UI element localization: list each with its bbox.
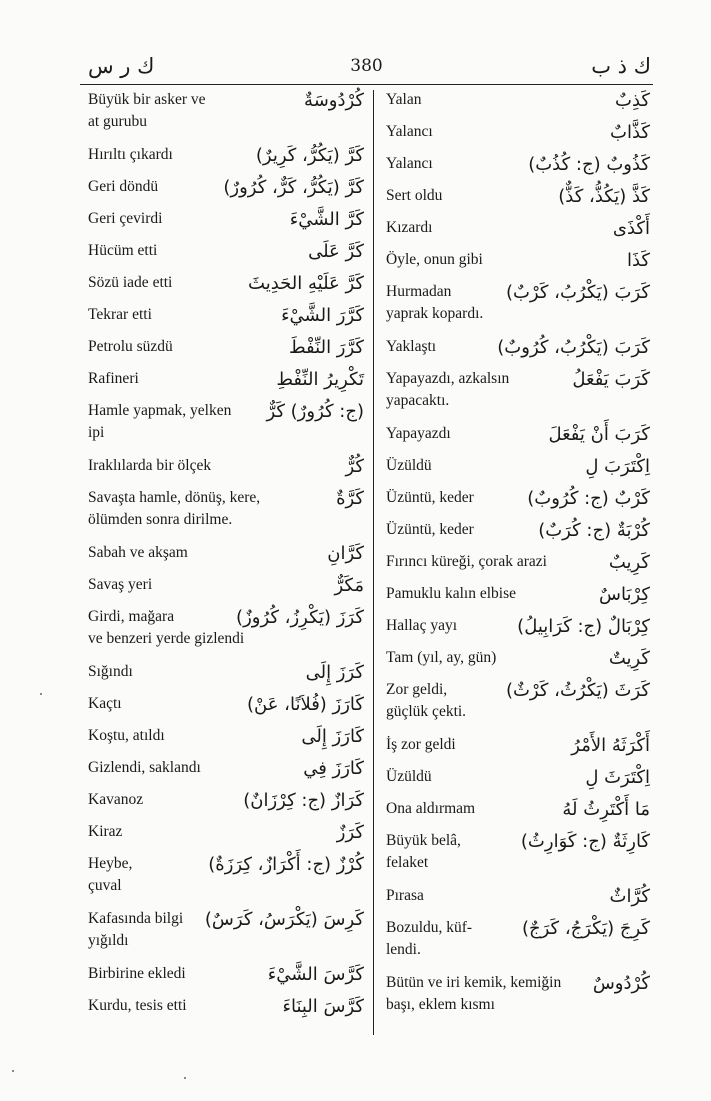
dictionary-entry <box>88 661 364 683</box>
arabic-headword: كَرَّةٌ <box>336 488 364 509</box>
turkish-meaning: Hamle yapmak, yelken <box>88 402 232 419</box>
dictionary-entry <box>386 734 650 756</box>
arabic-headword: كَرِجَ (يَكْرَجُ، كَرَجٌ) <box>521 918 650 939</box>
dictionary-entry <box>386 972 650 1016</box>
dictionary-entry <box>88 574 364 596</box>
dictionary-entry <box>88 542 364 564</box>
arabic-headword: كَرَبَ (يَكْرُبُ، كَرْبٌ) <box>505 282 650 303</box>
turkish-meaning: Büyük belâ, <box>386 832 461 849</box>
turkish-meaning: Birbirine ekledi <box>88 965 186 982</box>
dictionary-entry <box>386 455 650 477</box>
arabic-headword: كَرَّسَ الشَّيْءَ <box>267 964 364 985</box>
dictionary-entry <box>88 725 364 747</box>
turkish-meaning: Yapayazdı, azkalsın <box>386 370 510 387</box>
arabic-headword: كَذَّابٌ <box>610 122 650 143</box>
turkish-meaning: Sözü iade etti <box>88 274 173 291</box>
turkish-meaning: Pamuklu kalın elbise <box>386 585 517 602</box>
page-number: 380 <box>350 56 383 76</box>
turkish-meaning: Fırıncı küreği, çorak arazi <box>386 553 547 570</box>
dictionary-entry <box>88 853 364 897</box>
page-header <box>80 50 653 85</box>
dictionary-entry <box>386 487 650 509</box>
dictionary-entry <box>88 455 364 477</box>
dictionary-entry <box>386 647 650 669</box>
arabic-headword: كُرْبَةٌ (ج: كُرَبٌ) <box>538 520 650 541</box>
dictionary-entry <box>386 121 650 143</box>
turkish-meaning: Yalan <box>386 91 422 108</box>
turkish-meaning: Savaşta hamle, dönüş, kere, <box>88 489 261 506</box>
arabic-headword: مَا أَكْتَرِثُ لَهُ <box>562 799 650 820</box>
dictionary-entry <box>88 693 364 715</box>
arabic-headword: كَرَّسَ البِنَاءَ <box>282 996 364 1017</box>
dictionary-entry <box>88 336 364 358</box>
arabic-headword: اِكْتَرَثَ لِ <box>585 767 650 788</box>
arabic-headword: كَذَّ (يَكُذُّ، كَذٌّ) <box>558 186 650 207</box>
dictionary-entry <box>88 208 364 230</box>
scan-speck <box>184 1077 186 1079</box>
scan-speck <box>40 693 42 695</box>
turkish-meaning-continued: başı, eklem kısmı <box>386 996 495 1013</box>
arabic-headword: كَرِسَ (يَكْرَسُ، كَرَسٌ) <box>204 909 364 930</box>
arabic-headword: كَارَزَ (فُلاَنًا، عَنْ) <box>246 694 364 715</box>
dictionary-entry <box>386 766 650 788</box>
arabic-headword: كَرَّرَ النِّفْطَ <box>288 337 364 358</box>
dictionary-entry <box>88 487 364 531</box>
arabic-headword: كِرْبَاسٌ <box>599 584 650 605</box>
dictionary-entry <box>386 917 650 961</box>
dictionary-entry <box>386 185 650 207</box>
dictionary-entry <box>386 885 650 907</box>
scan-speck <box>12 1070 14 1072</box>
turkish-meaning-continued: lendi. <box>386 941 421 958</box>
turkish-meaning-continued: yığıldı <box>88 932 129 949</box>
turkish-meaning: Pırasa <box>386 887 424 904</box>
turkish-meaning: Sığındı <box>88 663 133 680</box>
turkish-meaning: Üzüntü, keder <box>386 489 474 506</box>
arabic-headword: كَرَّ الشَّيْءَ <box>289 209 364 230</box>
dictionary-entry <box>88 144 364 166</box>
dictionary-entry <box>386 368 650 412</box>
turkish-meaning: Öyle, onun gibi <box>386 251 483 268</box>
dictionary-entry <box>386 153 650 175</box>
turkish-meaning: Zor geldi, <box>386 681 448 698</box>
arabic-headword: كَرِيتٌ <box>608 648 650 669</box>
turkish-meaning: Koştu, atıldı <box>88 727 165 744</box>
arabic-headword: كَرَّ عَلَى <box>308 241 364 262</box>
turkish-meaning: Rafineri <box>88 370 139 387</box>
dictionary-entry <box>386 281 650 325</box>
arabic-headword: كُرْدُوسَةٌ <box>304 90 364 111</box>
dictionary-entry <box>88 757 364 779</box>
dictionary-entry <box>386 583 650 605</box>
turkish-meaning: Bozuldu, küf- <box>386 919 473 936</box>
turkish-meaning: Kafasında bilgi <box>88 910 184 927</box>
turkish-meaning: Hallaç yayı <box>386 617 458 634</box>
turkish-meaning: İş zor geldi <box>386 736 456 753</box>
turkish-meaning-continued: ölümden sonra dirilme. <box>88 511 233 528</box>
arabic-headword: كَرَّانِ <box>327 543 364 564</box>
arabic-headword: كَرَبَ (يَكْرُبُ، كُرُوبٌ) <box>497 337 650 358</box>
turkish-meaning-continued: güçlük çekti. <box>386 703 467 720</box>
turkish-meaning: Sabah ve akşam <box>88 544 188 561</box>
turkish-meaning-continued: yapacaktı. <box>386 392 450 409</box>
arabic-headword: كُرْزٌ (ج: أَكْرَازٌ، كِرَزَةٌ) <box>208 854 364 875</box>
dictionary-entry <box>88 789 364 811</box>
arabic-headword: كَارَزَ فِي <box>303 758 364 779</box>
turkish-meaning: Geri döndü <box>88 178 159 195</box>
dictionary-entry <box>88 606 364 650</box>
left-column <box>88 89 364 1027</box>
dictionary-entry <box>88 963 364 985</box>
dictionary-entry <box>386 423 650 445</box>
arabic-headword: أَكْرَثَهُ الأَمْرُ <box>571 735 650 756</box>
arabic-headword: كُرْدُوسٌ <box>592 973 650 994</box>
dictionary-entry <box>88 821 364 843</box>
arabic-headword: كَرْبٌ (ج: كُرُوبٌ) <box>527 488 650 509</box>
turkish-meaning: Girdi, mağara <box>88 608 175 625</box>
dictionary-entry <box>88 272 364 294</box>
turkish-meaning: Kiraz <box>88 823 123 840</box>
arabic-headword: كَرَثَ (يَكْرُثُ، كَرْثٌ) <box>505 680 650 701</box>
arabic-headword: كَرَّ (يَكُرُّ، كَرِيرٌ) <box>255 145 364 166</box>
arabic-headword: كَرَّ (يَكُرُّ، كَرٌّ، كُرُورٌ) <box>223 177 364 198</box>
turkish-meaning: Ona aldırmam <box>386 800 476 817</box>
arabic-headword: كَارَزَ إِلَى <box>301 726 364 747</box>
dictionary-entry <box>386 336 650 358</box>
arabic-headword: اِكْتَرَبَ لِ <box>585 456 650 477</box>
header-right-title: ك ذ ب <box>591 54 651 78</box>
turkish-meaning: Hücüm etti <box>88 242 158 259</box>
dictionary-entry <box>386 249 650 271</box>
arabic-headword: مَكَرٌّ <box>334 575 364 596</box>
arabic-headword: كَرَزَ (يَكْرِزُ، كُرُوزٌ) <box>236 607 364 628</box>
arabic-headword: كُرٌّ <box>345 456 364 477</box>
dictionary-entry <box>88 240 364 262</box>
dictionary-entry <box>88 89 364 133</box>
dictionary-entry <box>386 615 650 637</box>
arabic-headword: كَرَزَ إِلَى <box>305 662 364 683</box>
turkish-meaning: Kavanoz <box>88 791 144 808</box>
turkish-meaning: Büyük bir asker ve <box>88 91 206 108</box>
turkish-meaning: Üzüldü <box>386 768 432 785</box>
dictionary-entry <box>386 830 650 874</box>
arabic-headword: كِرْبَالٌ (ج: كَرَابِيلُ) <box>517 616 650 637</box>
dictionary-entry <box>386 217 650 239</box>
dictionary-entry <box>88 908 364 952</box>
arabic-headword: كَرَزٌ <box>336 822 364 843</box>
turkish-meaning: Tekrar etti <box>88 306 152 323</box>
arabic-headword: كَرَبَ أَنْ يَفْعَلَ <box>548 424 650 445</box>
turkish-meaning-continued: ipi <box>88 424 105 441</box>
arabic-headword: كَرَبَ يَفْعَلُ <box>572 369 650 390</box>
arabic-headword: كَذَا <box>626 250 650 271</box>
arabic-headword: كَرَّرَ الشَّيْءَ <box>281 305 364 326</box>
turkish-meaning: Yalancı <box>386 123 433 140</box>
turkish-meaning-continued: at gurubu <box>88 113 147 130</box>
turkish-meaning: Yaklaştı <box>386 338 437 355</box>
arabic-headword: كَذُوبٌ (ج: كُذُبٌ) <box>528 154 650 175</box>
turkish-meaning-continued: felaket <box>386 854 429 871</box>
turkish-meaning: Üzüldü <box>386 457 432 474</box>
turkish-meaning: Gizlendi, saklandı <box>88 759 201 776</box>
turkish-meaning: Hurmadan <box>386 283 452 300</box>
turkish-meaning: Yapayazdı <box>386 425 451 442</box>
turkish-meaning: Geri çevirdi <box>88 210 163 227</box>
dictionary-entry <box>386 89 650 111</box>
arabic-headword: كُرَّاثٌ <box>609 886 650 907</box>
turkish-meaning: Tam (yıl, ay, gün) <box>386 649 497 666</box>
turkish-meaning: Üzüntü, keder <box>386 521 474 538</box>
turkish-meaning-continued: ve benzeri yerde gizlendi <box>88 630 245 647</box>
turkish-meaning: Heybe, <box>88 855 133 872</box>
dictionary-entry <box>386 551 650 573</box>
dictionary-entry <box>88 176 364 198</box>
turkish-meaning: Iraklılarda bir ölçek <box>88 457 212 474</box>
turkish-meaning: Savaş yeri <box>88 576 153 593</box>
dictionary-entry <box>88 995 364 1017</box>
dictionary-entry <box>88 368 364 390</box>
turkish-meaning: Kaçtı <box>88 695 122 712</box>
dictionary-entry <box>386 519 650 541</box>
turkish-meaning: Kurdu, tesis etti <box>88 997 187 1014</box>
arabic-headword: كَرَازٌ (ج: كِرْزَانٌ) <box>243 790 364 811</box>
column-divider <box>373 90 374 1035</box>
turkish-meaning-continued: çuval <box>88 877 122 894</box>
arabic-headword: (ج: كُرُورٌ) كَرٌّ <box>266 401 364 422</box>
arabic-headword: كَارِثَةٌ (ج: كَوَارِثُ) <box>520 831 650 852</box>
right-column <box>386 89 650 1027</box>
dictionary-entry <box>88 304 364 326</box>
dictionary-entry <box>88 400 364 444</box>
arabic-headword: أَكْذَى <box>612 218 650 239</box>
dictionary-entry <box>386 679 650 723</box>
turkish-meaning: Petrolu süzdü <box>88 338 173 355</box>
turkish-meaning: Yalancı <box>386 155 433 172</box>
dictionary-entry <box>386 798 650 820</box>
arabic-headword: كَذِبٌ <box>615 90 650 111</box>
arabic-headword: تَكْرِيرُ النِّفْطِ <box>276 369 364 390</box>
arabic-headword: كَرِيبٌ <box>608 552 650 573</box>
turkish-meaning-continued: yaprak kopardı. <box>386 305 484 322</box>
turkish-meaning: Kızardı <box>386 219 433 236</box>
turkish-meaning: Sert oldu <box>386 187 443 204</box>
header-left-title: ك ر س <box>88 54 155 78</box>
turkish-meaning: Bütün ve iri kemik, kemiğin <box>386 974 562 991</box>
turkish-meaning: Hırıltı çıkardı <box>88 146 173 163</box>
arabic-headword: كَرَّ عَلَيْهِ الحَدِيثَ <box>248 273 364 294</box>
